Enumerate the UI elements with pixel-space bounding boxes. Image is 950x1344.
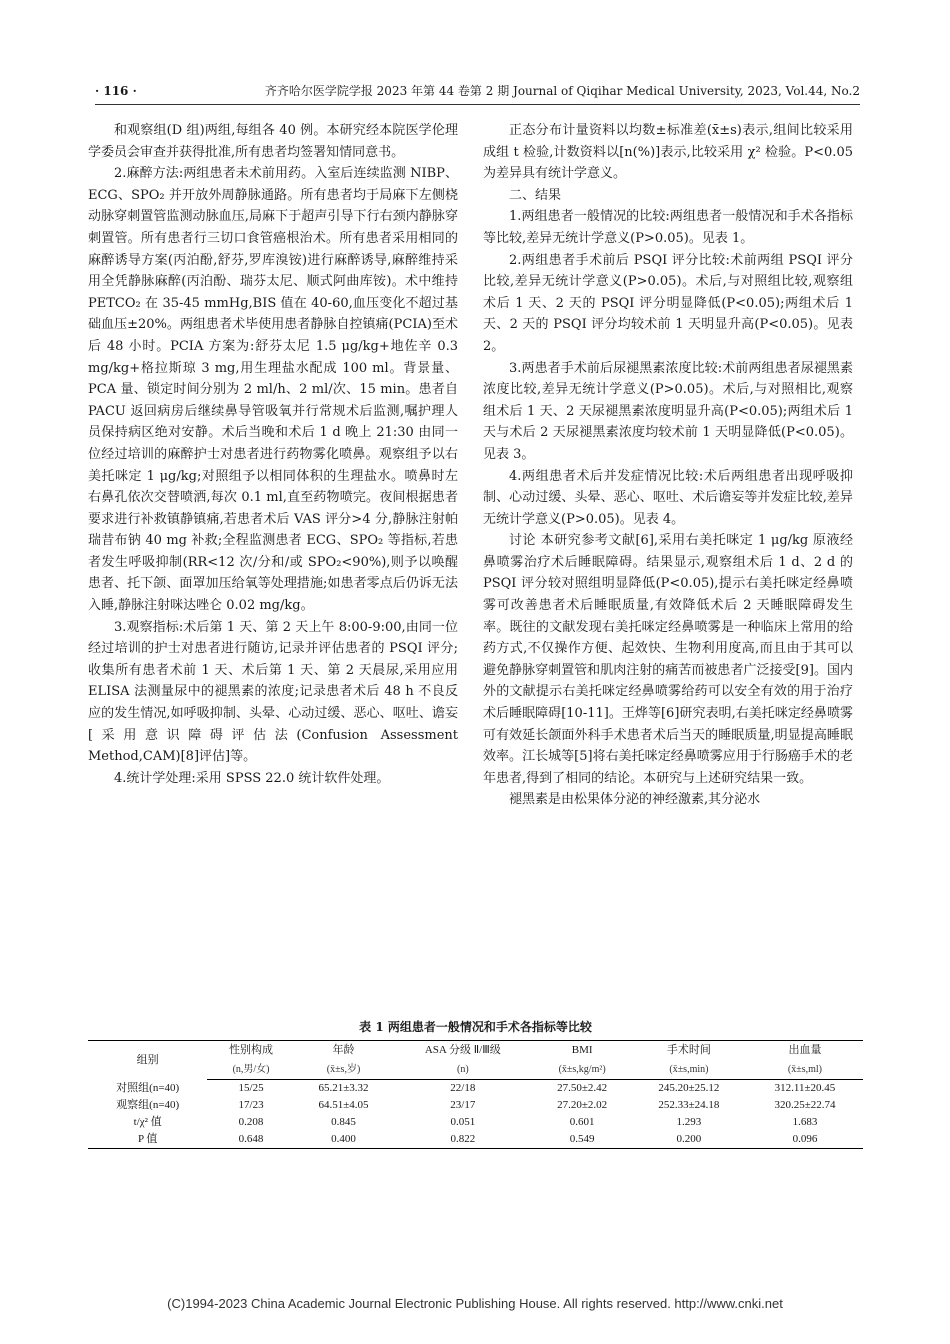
column-header: 年龄 xyxy=(295,1041,393,1061)
table-cell: 对照组(n=40) xyxy=(116,1081,180,1094)
column-header: 手术时间 xyxy=(631,1041,747,1061)
table-cell: 23/17 xyxy=(450,1099,476,1111)
table-cell: 0.200 xyxy=(631,1131,747,1149)
table-cell: 0.845 xyxy=(331,1116,356,1128)
table-cell: 320.25±22.74 xyxy=(774,1099,836,1111)
column-header: 性别构成 xyxy=(207,1041,294,1061)
paragraph: 1.两组患者一般情况的比较:两组患者一般情况和手术各指标等比较,差异无统计学意义(P>0.05)。见表 1。 xyxy=(483,209,853,246)
table-cell: 0.208 xyxy=(238,1116,264,1128)
table-row xyxy=(88,1080,863,1098)
table-cell: 65.21±3.32 xyxy=(318,1082,369,1094)
table-cell: 27.20±2.02 xyxy=(557,1099,608,1111)
table-cell: 22/18 xyxy=(450,1082,476,1094)
table-cell: 0.051 xyxy=(450,1116,476,1128)
right-column xyxy=(483,120,853,811)
table-row xyxy=(88,1097,863,1114)
table-cell: 17/23 xyxy=(238,1099,264,1111)
column-header: ASA 分级 Ⅱ/Ⅲ级 xyxy=(392,1041,533,1061)
column-unit: (n,男/女) xyxy=(207,1060,294,1080)
table-cell: 1.683 xyxy=(792,1116,818,1128)
copyright-footer: (C)1994-2023 China Academic Journal Electronic Publishing House. All rights reserved. http://www.cnki.net xyxy=(167,1296,783,1311)
table-cell: 252.33±24.18 xyxy=(658,1099,720,1111)
table-cell: 0.648 xyxy=(207,1131,294,1149)
table-cell: t/χ² 值 xyxy=(133,1116,162,1128)
paragraph: 讨论 本研究参考文献[6],采用右美托咪定 1 μg/kg 原液经鼻喷雾治疗术后睡眠障碍。结果显示,观察组术后 1 d、2 d 的 PSQI 评分较对照组明显降低(P<0.05),提示右美托咪定经鼻喷雾可改善患者术后睡眠质量,有效降低术后 2 天睡眠障碍发生率。既往的文献发现右美托咪定经鼻喷雾是一种临床上常用的给药方式,不仅操作方便、起效快、生物利用度高,而且由于其可以避免静脉穿刺置管和肌肉注射的痛苦而被患者广泛接受[9]。国内外的文献提示右美托咪定经鼻喷雾给药可以安全有效的用于治疗术后睡眠障碍[10-11]。王烨等[6]研究表明,右美托咪定经鼻喷雾可有效延长颌面外科手术患者术后当天的睡眠质量,明显提高睡眠效率。江长城等[5]将右美托咪定经鼻喷雾应用于行肠癌手术的老年患者,得到了相同的结论。本研究与上述研究结果一致。 xyxy=(483,533,853,786)
table-cell: 1.293 xyxy=(676,1116,702,1128)
table-cell: 15/25 xyxy=(238,1082,264,1094)
column-unit: (n) xyxy=(392,1060,533,1080)
table-cell: 0.822 xyxy=(392,1131,533,1149)
running-header xyxy=(95,82,860,105)
table-cell: P 值 xyxy=(88,1131,207,1149)
table-cell: 64.51±4.05 xyxy=(318,1099,369,1111)
table-caption: 表 1 两组患者一般情况和手术各指标等比较 xyxy=(359,1020,592,1034)
column-unit: (x̄±s,kg/m²) xyxy=(533,1060,631,1080)
paragraph: 2.两组患者手术前后 PSQI 评分比较:术前两组 PSQI 评分比较,差异无统计学意义(P>0.05)。术后,与对照组比较,观察组术后 1 天、2 天的 PSQI 评分明显降低(P<0.05);两组术后 1 天、2 天的 PSQI 评分均较术前 1 天明显升高(P<0.05)。见表 2。 xyxy=(483,252,853,354)
table-cell: 312.11±20.45 xyxy=(774,1082,836,1094)
column-unit: (x̄±s,岁) xyxy=(295,1060,393,1080)
table-cell: 0.549 xyxy=(533,1131,631,1149)
column-header: 组别 xyxy=(88,1041,207,1080)
column-unit: (x̄±s,min) xyxy=(631,1060,747,1080)
paragraph: 3.两患者手术前后尿褪黑素浓度比较:术前两组患者尿褪黑素浓度比较,差异无统计学意义(P>0.05)。术后,与对照相比,观察组术后 1 天、2 天尿褪黑素浓度明显升高(P<0.05);两组术后 1 天与术后 2 天尿褪黑素浓度均较术前 1 天明显降低(P<0.05)。见表 3。 xyxy=(483,360,853,462)
data-table xyxy=(88,1040,863,1149)
table-1 xyxy=(88,1018,863,1149)
column-unit: (x̄±s,ml) xyxy=(747,1060,863,1080)
journal-title: 齐齐哈尔医学院学报 2023 年第 44 卷第 2 期 Journal of Qiqihar Medical University, 2023, Vol.44, No.2 xyxy=(264,84,860,98)
paragraph: 正态分布计量资料以均数±标准差(x̄±s)表示,组间比较采用成组 t 检验,计数资料以[n(%)]表示,比较采用 χ² 检验。P<0.05 为差异具有统计学意义。 xyxy=(483,123,853,182)
column-header: BMI xyxy=(533,1041,631,1061)
table-cell: 245.20±25.12 xyxy=(658,1082,720,1094)
table-cell: 27.50±2.42 xyxy=(557,1082,608,1094)
table-cell: 0.096 xyxy=(747,1131,863,1149)
section-heading: 二、结果 xyxy=(509,187,562,203)
table-row xyxy=(88,1131,863,1149)
paragraph: 3.观察指标:术后第 1 天、第 2 天上午 8:00-9:00,由同一位经过培训的护士对患者进行随访,记录并评估患者的 PSQI 评分;收集所有患者术前 1 天、术后第 1 天、第 2 天晨尿,采用应用 ELISA 法测量尿中的褪黑素的浓度;记录患者术后 48 h 不良反应的发生情况,如呼吸抑制、头晕、心动过缓、恶心、呕吐、谵妄[采用意识障碍评估法(Confusion Assessment Method,CAM)[8]评估]等。 xyxy=(88,619,458,765)
paragraph: 褪黑素是由松果体分泌的神经激素,其分泌水 xyxy=(509,792,761,808)
column-header: 出血量 xyxy=(747,1041,863,1061)
page-number: · 116 · xyxy=(95,84,137,98)
left-column xyxy=(88,120,458,789)
paragraph: 2.麻醉方法:两组患者未术前用药。入室后连续监测 NIBP、ECG、SPO₂ 并开放外周静脉通路。所有患者均于局麻下左侧桡动脉穿刺置管监测动脉血压,局麻下于超声引导下行右颈内静脉穿刺置管。所有患者行三切口食管癌根治术。所有患者采用相同的麻醉诱导方案(丙泊酚,舒芬,罗库溴铵)进行麻醉诱导,麻醉维持采用全凭静脉麻醉(丙泊酚、瑞芬太尼、顺式阿曲库铵)。术中维持 PETCO₂ 在 35-45 mmHg,BIS 值在 40-60,血压变化不超过基础血压±20%。两组患者术毕使用患者静脉自控镇痛(PCIA)至术后 48 小时。PCIA 方案为:舒芬太尼 1.5 μg/kg+地佐辛 0.3 mg/kg+格拉斯琼 3 mg,用生理盐水配成 100 ml。背景量、PCA 量、锁定时间分别为 2 ml/h、2 ml/次、15 min。患者自 PACU 返回病房后继续鼻导管吸氧并行常规术后监测,嘱护理人员保持病区绝对安静。术后当晚和术后 1 d 晚上 21:30 由同一位经过培训的麻醉护士对患者进行药物雾化喷鼻。观察组予以右美托咪定 1 μg/kg;对照组予以相同体积的生理盐水。喷鼻时左右鼻孔依次交替喷洒,每次 0.1 ml,直至药物喷完。夜间根据患者要求进行补救镇静镇痛,若患者术后 VAS 评分>4 分,静脉注射帕瑞昔布钠 40 mg 补救;全程监测患者 ECG、SPO₂ 等指标,若患者发生呼吸抑制(RR<12 次/分和/或 SPO₂<90%),则予以唤醒患者、托下颌、面罩加压给氧等处理措施;如患者零点后仍诉无法入睡,静脉注射咪达唑仑 0.02 mg/kg。 xyxy=(88,166,458,614)
table-cell: 0.601 xyxy=(569,1116,595,1128)
table-cell: 观察组(n=40) xyxy=(116,1099,180,1111)
paragraph: 4.统计学处理:采用 SPSS 22.0 统计软件处理。 xyxy=(114,770,390,786)
table-cell: 0.400 xyxy=(295,1131,393,1149)
paragraph: 和观察组(D 组)两组,每组各 40 例。本研究经本院医学伦理学委员会审查并获得批准,所有患者均签署知情同意书。 xyxy=(88,123,458,160)
paragraph: 4.两组患者术后并发症情况比较:术后两组患者出现呼吸抑制、心动过缓、头晕、恶心、呕吐、术后谵妄等并发症比较,差异无统计学意义(P>0.05)。见表 4。 xyxy=(483,468,853,527)
table-row xyxy=(88,1114,863,1131)
